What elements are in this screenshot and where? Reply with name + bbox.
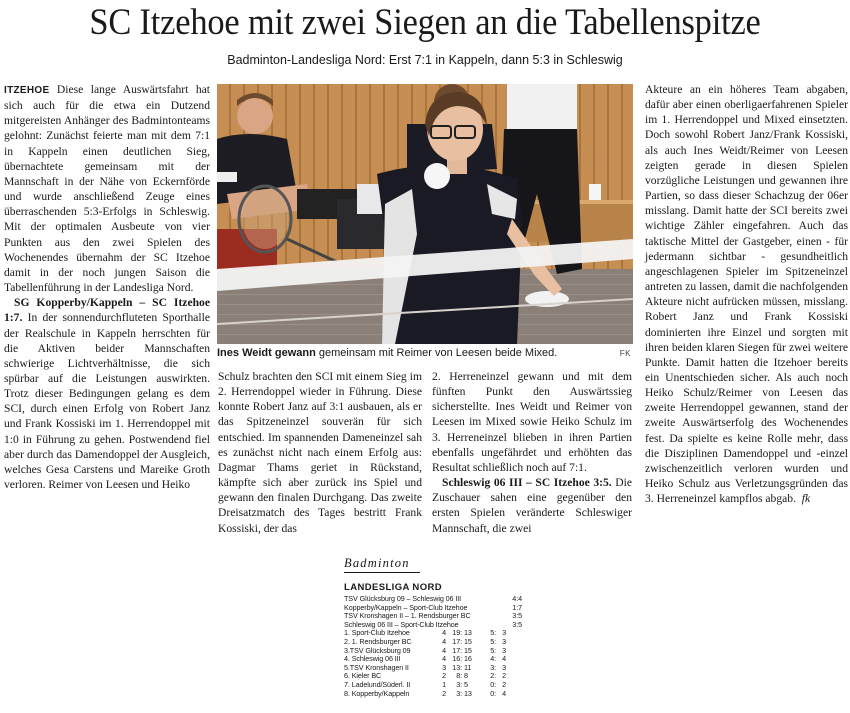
sets-against: 15 <box>464 636 472 646</box>
team-name: 3.TSV Glücksburg 09 <box>344 645 411 655</box>
standings-box <box>344 582 522 698</box>
sets-for: 16: <box>452 654 462 664</box>
sets-for: 3: <box>456 679 462 689</box>
points-against: 3 <box>502 628 506 638</box>
caption-text: gemeinsam mit Reimer von Leesen beide Mixed. <box>315 347 558 359</box>
section1-text-col1: In der sonnendurchfluteten Sporthalle der Realschule in Kappeln herrschten für die Aktiven beider Mannschaften schwierige Lichtverhältnisse, die sich spürbar auf die Leistungen auswirkten. Trotz dieser Bedingungen gelang es dem SCI, durch einen Erfolg von Robert Janz und Frank Kossiski im 1. Herrendoppel mit 1:0 in Führung zu gehen. Postwendend fiel aber durch das Damendoppel der Ausgleich, welches Gesa Carstens und Mareike Groth verloren. Reimer von Leesen und Heiko <box>4 311 210 492</box>
result-match: Schleswig 06 III – Sport-Club Itzehoe <box>344 619 459 629</box>
subheadline: Badminton-Landesliga Nord: Erst 7:1 in Kappeln, dann 5:3 in Schleswig <box>227 52 623 67</box>
section2-lead: Schleswig 06 III – SC Itzehoe 3:5. <box>442 476 612 490</box>
section1-text-col3: 2. Herreneinzel gewann und mit dem fünften Punkt den Auswärtssieg sicherstellte. Ines Weidt und Reimer von Leesen im Mixed sowie Heiko Schulz im 3. Herreneinzel blieben in ihren Partien ebenfalls ungefährdet und erhöhten das Resultat schließlich noch auf 7:1. <box>432 370 632 474</box>
points-for: 5: <box>490 636 496 646</box>
games-played: 3 <box>442 662 446 672</box>
author-signature: fk <box>801 492 811 506</box>
sets-against: 13 <box>464 688 472 698</box>
intro-paragraph <box>4 82 210 295</box>
section-label: Badminton <box>344 556 420 573</box>
intro-text: Diese lange Auswärtsfahrt hat sich auch für die etwa ein Dutzend mitgereisten Anhänger des Badmintonteams gelohnt: Zunächst feierte man mit dem 7:1 in Kappeln einen deutlichen Sieg, übernachtete gemeinsam mit der Mannschaft in der Nähe von Eckernförde und wurde anschließend Zeuge eines überraschenden 5:3-Erfolgs in Schleswig. Mit der optimalen Ausbeute von vier Punkten aus den zwei Spielen des Wochenendes übernahm der SC Itzehoe damit in der noch jungen Saison die Tabellenführung in der Landesliga Nord. <box>4 83 210 295</box>
team-name: 5.TSV Kronshagen II <box>344 662 409 672</box>
article-column-2 <box>218 369 422 536</box>
points-against: 3 <box>502 636 506 646</box>
games-played: 1 <box>442 679 446 689</box>
points-for: 3: <box>490 662 496 672</box>
sets-against: 15 <box>464 645 472 655</box>
points-for: 2: <box>490 671 496 681</box>
section2-text-col3: Die Zuschauer sahen eine gegenüber den ersten Spielen veränderte Schleswiger Mannschaft, die zwei <box>432 476 632 535</box>
games-played: 4 <box>442 636 446 646</box>
result-score: 1:7 <box>512 602 522 612</box>
article-column-4 <box>645 82 848 506</box>
result-score: 3:5 <box>512 611 522 621</box>
headline: SC Itzehoe mit zwei Siegen an die Tabellenspitze <box>89 2 761 43</box>
team-name: 6. Kieler BC <box>344 671 382 681</box>
article-column-1 <box>4 82 210 492</box>
games-played: 2 <box>442 671 446 681</box>
games-played: 4 <box>442 628 446 638</box>
photo-credit: FK <box>619 349 631 358</box>
result-match: Kopperby/Kappeln – Sport-Club Itzehoe <box>344 602 468 612</box>
league-title: LANDESLIGA NORD <box>344 582 443 593</box>
section1-text-col2: Schulz brachten den SCI mit einem Sieg im 2. Herrendoppel wieder in Führung. Diese konnte Robert Janz auf 3:1 ausbauen, als er das Spitzeneinzel souverän für sich entschied. Im spannenden Dameneinzel sah es zunächst nicht nach einem Erfolg aus: Dagmar Thams geriet in Rückstand, kämpfte sich aber zurück ins Spiel und gewann den finalen Durchgang. Das zweite Dreisatzmatch des Tages bestritt Frank Kossiski, der das <box>218 370 422 535</box>
team-name: 7. Ladelund/Süderl. II <box>344 679 411 689</box>
points-against: 3 <box>502 662 506 672</box>
badminton-player-photo-icon <box>217 84 633 344</box>
section2-text-col4: Akteure an ein höheres Team abgaben, dafür aber einen oberligaerfahrenen Spieler im 1. Herrendoppel und Mixed einsetzten. Doch sowohl Robert Janz/Frank Kossiski, als auch Ines Weidt/Reimer von Leesen zeigten gerade in diesen Spielen vorzügliche Leistungen und gewannen ihre Partien, so dass dieser Schachzug der 06er misslang. Damit hatte der SCI bereits zwei wichtige Zähler eingefahren. Auch das taktische Mittel der Gastgeber, einen - für jedermann sichtbar - gesundheitlich angeschlagenen Spieler im Spitzeneinzel antreten zu lassen, damit die nachfolgenden Akteure nicht aufrücken müssen, misslang. Robert Janz und Frank Kossiski dominierten ihre Einzel und sorgten mit ihren beiden klaren Siegen für zwei weitere Punkte. Damit hatten die Itzehoer bereits ein Unentschieden sicher. Als auch noch Heiko Schulz/Reimer von Leesen das zweite Herrendoppel gewannen, stand der zweite Auswärtserfolg des Wochenendes fest. Da spielte es keine Rolle mehr, dass die Disziplinen Damendoppel und -einzel zwischenzeitlich verloren wurden und Heiko Schulz aus Verletzungsgründen das 3. Herreneinzel kampflos abgab. <box>645 83 848 506</box>
team-name: 8. Kopperby/Kappeln <box>344 688 410 698</box>
sets-for: 17: <box>452 636 462 646</box>
result-match: TSV Kronshagen II – 1. Rendsburger BC <box>344 611 471 621</box>
sets-against: 13 <box>464 628 472 638</box>
team-name: 4. Schleswig 06 III <box>344 654 401 664</box>
section1-paragraph <box>4 295 210 492</box>
points-against: 2 <box>502 679 506 689</box>
team-name: 2. 1. Rendsburger BC <box>344 636 412 646</box>
result-score: 3:5 <box>512 619 522 629</box>
article-photo <box>217 84 633 344</box>
caption-bold: Ines Weidt gewann <box>217 347 316 359</box>
table-row <box>344 690 522 699</box>
games-played: 2 <box>442 688 446 698</box>
games-played: 4 <box>442 645 446 655</box>
team-name: 1. Sport-Club Itzehoe <box>344 628 410 638</box>
article-column-3 <box>432 369 632 536</box>
points-for: 0: <box>490 688 496 698</box>
sets-for: 17: <box>452 645 462 655</box>
points-for: 5: <box>490 628 496 638</box>
points-for: 5: <box>490 645 496 655</box>
section2-paragraph <box>432 475 632 536</box>
section2-text-col4-paragraph <box>645 82 848 506</box>
sets-for: 19: <box>452 628 462 638</box>
sets-against: 16 <box>464 654 472 664</box>
sets-against: 5 <box>464 679 468 689</box>
sets-against: 11 <box>464 662 472 672</box>
points-for: 4: <box>490 654 496 664</box>
points-against: 3 <box>502 645 506 655</box>
sets-for: 8: <box>456 671 462 681</box>
sets-against: 8 <box>464 671 468 681</box>
sets-for: 3: <box>456 688 462 698</box>
points-against: 2 <box>502 671 506 681</box>
points-against: 4 <box>502 688 506 698</box>
sets-for: 13: <box>452 662 462 672</box>
dateline: ITZEHOE <box>4 85 50 96</box>
points-for: 0: <box>490 679 496 689</box>
games-played: 4 <box>442 654 446 664</box>
points-against: 4 <box>502 654 506 664</box>
result-score: 4:4 <box>512 594 522 603</box>
section1-lead: SG Kopperby/Kappeln – SC Itzehoe 1:7. <box>4 296 210 325</box>
photo-caption <box>217 346 633 360</box>
result-match: TSV Glücksburg 09 – Schleswig 06 III <box>344 594 462 603</box>
